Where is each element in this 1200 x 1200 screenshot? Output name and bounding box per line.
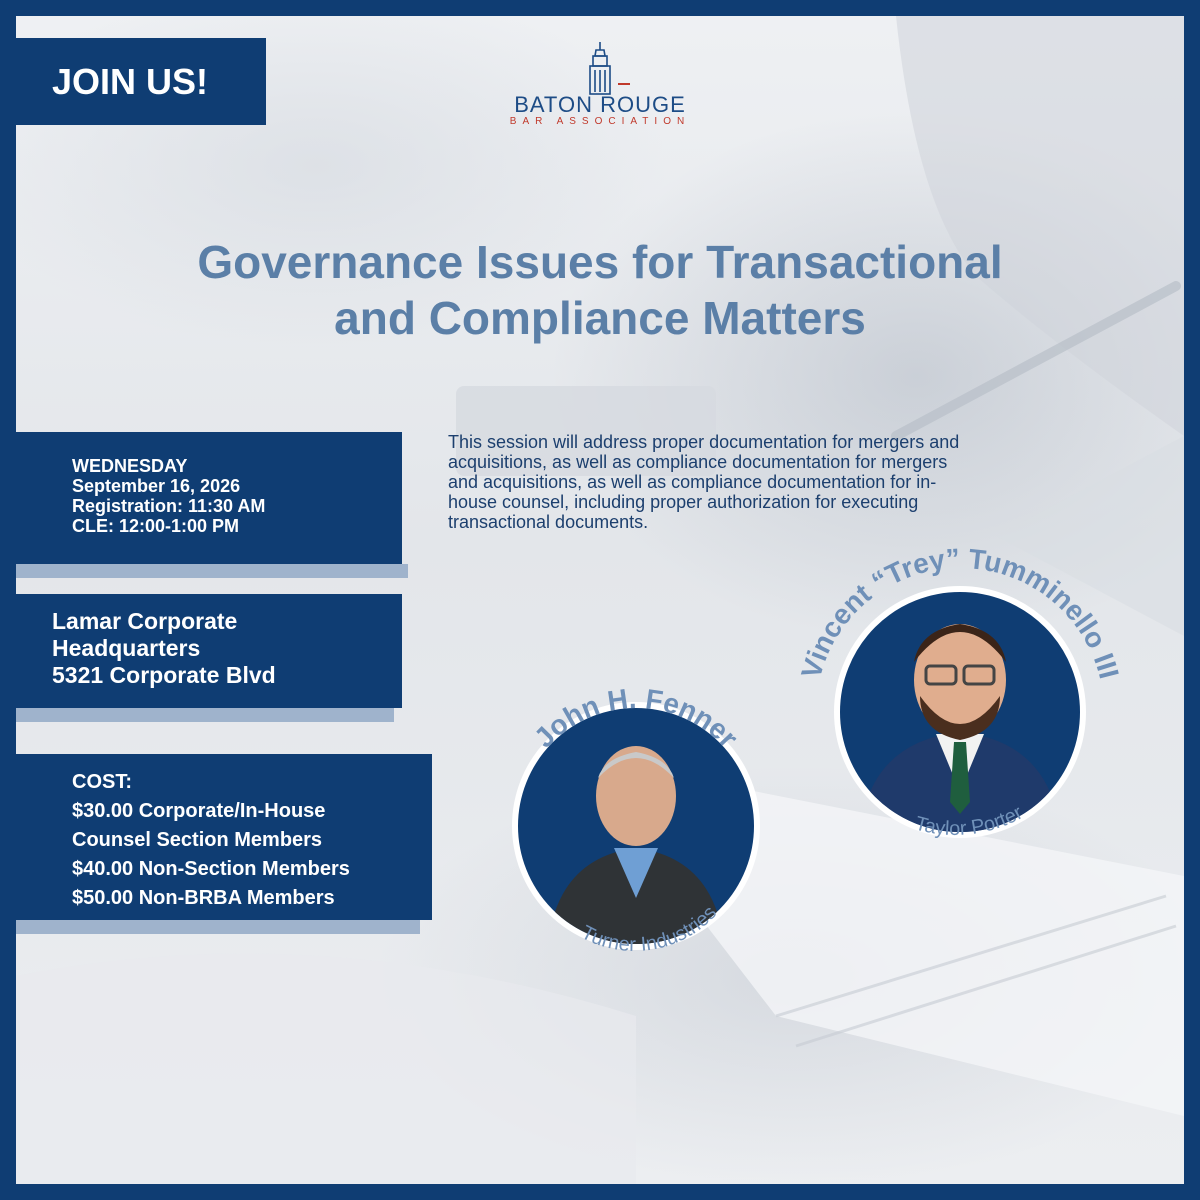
location-line-2: Headquarters	[52, 635, 201, 661]
title-line-2: and Compliance Matters	[334, 292, 866, 344]
location-line-1: Lamar Corporate	[52, 608, 238, 634]
cost-line: $30.00 Corporate/In-House	[72, 800, 326, 822]
speaker-name-fenner: John H. Fenner	[528, 682, 745, 754]
title-line-1: Governance Issues for Transactional	[197, 236, 1003, 288]
join-us-label: JOIN US!	[52, 60, 209, 102]
speaker-name-tumminello: Vincent “Trey” Tumminello III	[795, 542, 1125, 682]
logo-subtitle: BAR ASSOCIATION	[509, 116, 691, 127]
speaker-org-fenner: Turner Industries	[577, 901, 722, 957]
description-line: house counsel, including proper authorization for executing	[448, 492, 919, 512]
cost-heading: COST:	[72, 771, 132, 793]
cle-time: CLE: 12:00-1:00 PM	[72, 516, 240, 536]
description-line: and acquisitions, as well as compliance documentation for in-	[448, 472, 937, 492]
cost-line: Counsel Section Members	[72, 829, 323, 851]
description-line: acquisitions, as well as compliance documentation for mergers	[448, 452, 948, 472]
speaker-org-tumminello: Taylor Porter	[912, 801, 1027, 840]
event-day: WEDNESDAY	[72, 456, 188, 476]
event-date: September 16, 2026	[72, 476, 241, 496]
registration-time: Registration: 11:30 AM	[72, 496, 266, 516]
description-line: transactional documents.	[448, 512, 649, 532]
cost-line: $40.00 Non-Section Members	[72, 858, 350, 880]
description-line: This session will address proper documentation for mergers and	[448, 432, 960, 452]
speaker-labels	[16, 16, 1184, 1184]
location-address: 5321 Corporate Blvd	[52, 662, 276, 688]
cost-line: $50.00 Non-BRBA Members	[72, 887, 335, 909]
logo-name: BATON ROUGE	[514, 92, 686, 117]
